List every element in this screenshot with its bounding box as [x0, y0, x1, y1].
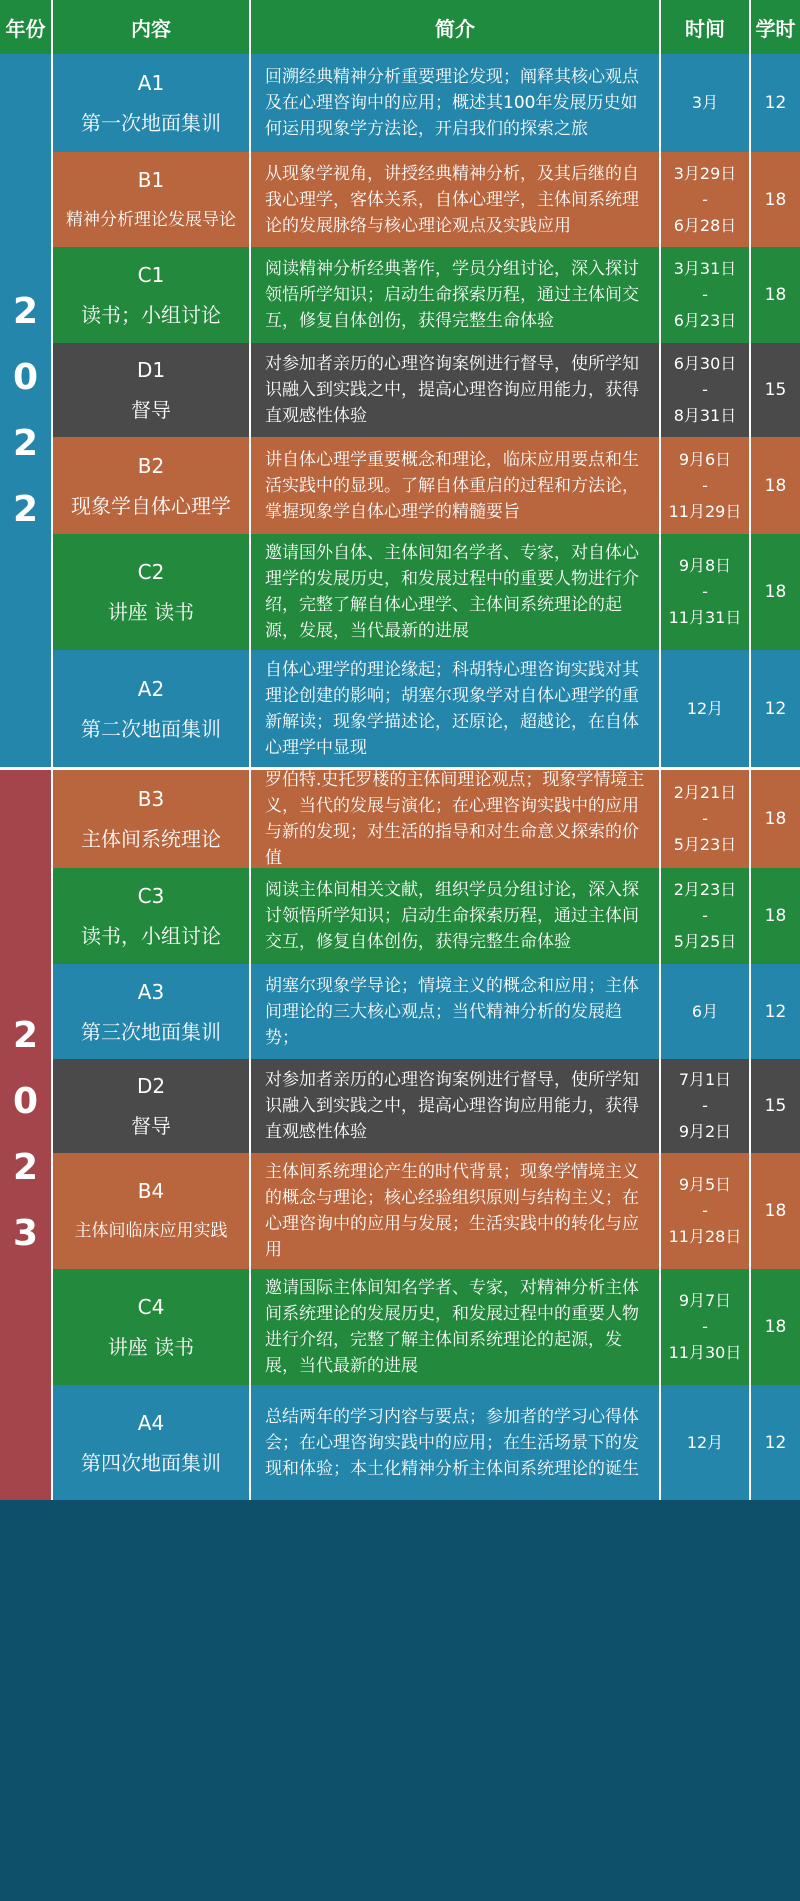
course-time-line: 12月	[686, 698, 724, 718]
course-time-line: 8月31日	[673, 406, 737, 425]
course-time	[661, 1269, 751, 1385]
course-time-line: 9月8日	[678, 556, 732, 575]
course-intro: 邀请国外自体、主体间知名学者、专家，对自体心理学的发展历史，和发展过程中的重要人物进行介绍，完整了解自体心理学、主体间系统理论的起源，发展，当代最新的进展	[251, 534, 661, 650]
year-digit: 2	[12, 1015, 39, 1056]
course-time	[661, 770, 751, 868]
course-title: 第三次地面集训	[81, 1019, 221, 1044]
course-code: C4	[137, 1295, 165, 1319]
course-time-line: 5月25日	[673, 932, 737, 951]
course-time-line: 11月30日	[668, 1343, 742, 1362]
course-hours: 15	[751, 343, 800, 437]
course-title: 督导	[131, 398, 171, 422]
header-intro: 简介	[251, 0, 661, 54]
course-time-line: -	[702, 1317, 708, 1336]
course-intro: 讲自体心理学重要概念和理论，临床应用要点和生活实践中的显现。了解自体重启的过程和方法论，掌握现象学自体心理学的精髓要旨	[251, 437, 661, 534]
course-title: 督导	[131, 1114, 171, 1138]
course-title: 现象学自体心理学	[71, 493, 231, 518]
course-intro: 阅读主体间相关文献，组织学员分组讨论，深入探讨领悟所学知识；启动生命探索历程，通过主体间交互，修复自体创伤，获得完整生命体验	[251, 868, 661, 964]
course-time-line: -	[702, 582, 708, 601]
course-hours: 18	[751, 1269, 800, 1385]
course-time	[661, 343, 751, 437]
year-digit: 0	[12, 356, 39, 398]
course-intro: 对参加者亲历的心理咨询案例进行督导，使所学知识融入到实践之中，提高心理咨询应用能力，获得直观感性体验	[251, 343, 661, 437]
year-digit: 2	[12, 1147, 39, 1188]
course-time-line: 3月31日	[673, 259, 737, 278]
course-content	[53, 54, 251, 152]
course-time-line: 11月29日	[668, 501, 742, 521]
year-digit: 3	[12, 1213, 39, 1254]
header-hours: 学时	[751, 0, 800, 54]
course-time-line: -	[702, 189, 708, 209]
course-intro: 罗伯特.史托罗楼的主体间理论观点；现象学情境主义，当代的发展与演化；在心理咨询实践中的应用与新的发现；对生活的指导和对生命意义探索的价值	[251, 770, 661, 868]
course-time-line: 3月29日	[673, 163, 737, 183]
course-content	[53, 1269, 251, 1385]
course-content	[53, 1059, 251, 1153]
course-code: B4	[137, 1179, 165, 1203]
course-hours: 18	[751, 247, 800, 343]
year-digit: 2	[12, 290, 39, 332]
course-time	[661, 54, 751, 152]
course-intro: 总结两年的学习内容与要点；参加者的学习心得体会；在心理咨询实践中的应用；在生活场景下的发现和体验；本土化精神分析主体间系统理论的诞生	[251, 1385, 661, 1500]
course-time-line: -	[702, 1096, 708, 1115]
course-title: 讲座 读书	[107, 600, 195, 624]
course-intro: 阅读精神分析经典著作，学员分组讨论，深入探讨领悟所学知识；启动生命探索历程，通过主体间交互，修复自体创伤，获得完整生命体验	[251, 247, 661, 343]
course-title: 第一次地面集训	[81, 111, 221, 135]
course-intro: 回溯经典精神分析重要理论发现；阐释其核心观点及在心理咨询中的应用；概述其100年发展历史如何运用现象学方法论，开启我们的探索之旅	[251, 54, 661, 152]
course-code: B2	[137, 453, 165, 478]
year-digit: 2	[12, 422, 39, 464]
course-time-line: 7月1日	[678, 1070, 732, 1089]
course-hours: 12	[751, 1385, 800, 1500]
course-time-line: 5月23日	[673, 835, 737, 854]
course-time-line: 9月6日	[678, 449, 732, 469]
course-hours: 12	[751, 964, 800, 1059]
header-year: 年份	[0, 0, 53, 54]
course-time-line: 2月21日	[673, 783, 737, 802]
course-time-line: -	[702, 285, 708, 304]
course-time-line: 11月31日	[668, 608, 742, 627]
course-time-line: 9月2日	[678, 1122, 732, 1141]
course-code: C3	[137, 884, 165, 908]
course-time-line: 6月23日	[673, 311, 737, 330]
course-time-line: 9月5日	[678, 1175, 732, 1194]
course-time	[661, 437, 751, 534]
course-time	[661, 1059, 751, 1153]
course-code: A1	[137, 71, 165, 95]
course-code: D1	[136, 358, 166, 382]
course-time	[661, 247, 751, 343]
course-title: 第二次地面集训	[81, 716, 221, 741]
course-content	[53, 964, 251, 1059]
course-intro: 胡塞尔现象学导论；情境主义的概念和应用；主体间理论的三大核心观点；当代精神分析的发展趋势；	[251, 964, 661, 1059]
course-time	[661, 650, 751, 767]
course-title: 第四次地面集训	[81, 1450, 221, 1475]
course-content	[53, 152, 251, 247]
course-content	[53, 770, 251, 868]
course-title: 主体间系统理论	[81, 827, 221, 851]
course-hours: 12	[751, 54, 800, 152]
course-hours: 18	[751, 152, 800, 247]
course-hours: 18	[751, 1153, 800, 1269]
course-content	[53, 868, 251, 964]
course-time	[661, 534, 751, 650]
course-content	[53, 534, 251, 650]
course-code: B3	[137, 787, 165, 811]
course-hours: 18	[751, 534, 800, 650]
course-hours: 18	[751, 437, 800, 534]
course-time-line: 11月28日	[668, 1227, 742, 1246]
course-time	[661, 1385, 751, 1500]
course-time-line: 12月	[686, 1432, 724, 1452]
course-intro: 自体心理学的理论缘起；科胡特心理咨询实践对其理论创建的影响；胡塞尔现象学对自体心理学的重新解读；现象学描述论，还原论，超越论，在自体心理学中显现	[251, 650, 661, 767]
course-time-line: 6月28日	[673, 215, 737, 235]
course-intro: 邀请国际主体间知名学者、专家，对精神分析主体间系统理论的发展历史，和发展过程中的重要人物进行介绍，完整了解主体间系统理论的起源，发展，当代最新的进展	[251, 1269, 661, 1385]
course-time	[661, 152, 751, 247]
course-time-line: -	[702, 809, 708, 828]
course-time	[661, 868, 751, 964]
course-time-line: -	[702, 1201, 708, 1220]
course-title: 读书；小组讨论	[81, 303, 221, 327]
year-digit: 0	[12, 1081, 39, 1122]
course-content	[53, 650, 251, 767]
course-code: C1	[137, 263, 165, 287]
year-label	[13, 1003, 38, 1267]
course-content	[53, 1385, 251, 1500]
course-content	[53, 437, 251, 534]
year-cell	[0, 54, 53, 767]
course-code: A3	[137, 979, 165, 1004]
course-time-line: 2月23日	[673, 880, 737, 899]
course-intro: 从现象学视角，讲授经典精神分析，及其后继的自我心理学，客体关系，自体心理学，主体间系统理论的发展脉络与核心理论观点及实践应用	[251, 152, 661, 247]
course-time	[661, 1153, 751, 1269]
course-time-line: 6月	[691, 1001, 719, 1021]
course-time-line: -	[702, 475, 708, 495]
course-time-line: 9月7日	[678, 1291, 732, 1310]
course-content	[53, 343, 251, 437]
course-code: A2	[137, 676, 165, 701]
course-content	[53, 247, 251, 343]
course-code: B1	[137, 167, 165, 192]
course-code: A4	[137, 1410, 165, 1435]
course-hours: 15	[751, 1059, 800, 1153]
footer-band	[0, 1826, 800, 1901]
year-label	[13, 279, 38, 543]
year-cell	[0, 770, 53, 1500]
course-title: 精神分析理论发展导论	[66, 209, 236, 230]
course-intro: 对参加者亲历的心理咨询案例进行督导，使所学知识融入到实践之中，提高心理咨询应用能力，获得直观感性体验	[251, 1059, 661, 1153]
header-time: 时间	[661, 0, 751, 54]
course-time-line: -	[702, 380, 708, 399]
course-time-line: -	[702, 906, 708, 925]
header-content: 内容	[53, 0, 251, 54]
course-time-line: 3月	[691, 93, 719, 112]
course-title: 主体间临床应用实践	[74, 1221, 228, 1241]
year-digit: 2	[12, 488, 39, 530]
course-hours: 12	[751, 650, 800, 767]
course-time-line: 6月30日	[673, 354, 737, 373]
course-title: 讲座 读书	[107, 1335, 195, 1359]
course-content	[53, 1153, 251, 1269]
course-time	[661, 964, 751, 1059]
course-code: D2	[136, 1074, 166, 1098]
course-hours: 18	[751, 770, 800, 868]
course-title: 读书，小组讨论	[81, 924, 221, 948]
course-intro: 主体间系统理论产生的时代背景；现象学情境主义的概念与理论；核心经验组织原则与结构主义；在心理咨询中的应用与发展；生活实践中的转化与应用	[251, 1153, 661, 1269]
course-code: C2	[137, 560, 165, 584]
course-hours: 18	[751, 868, 800, 964]
